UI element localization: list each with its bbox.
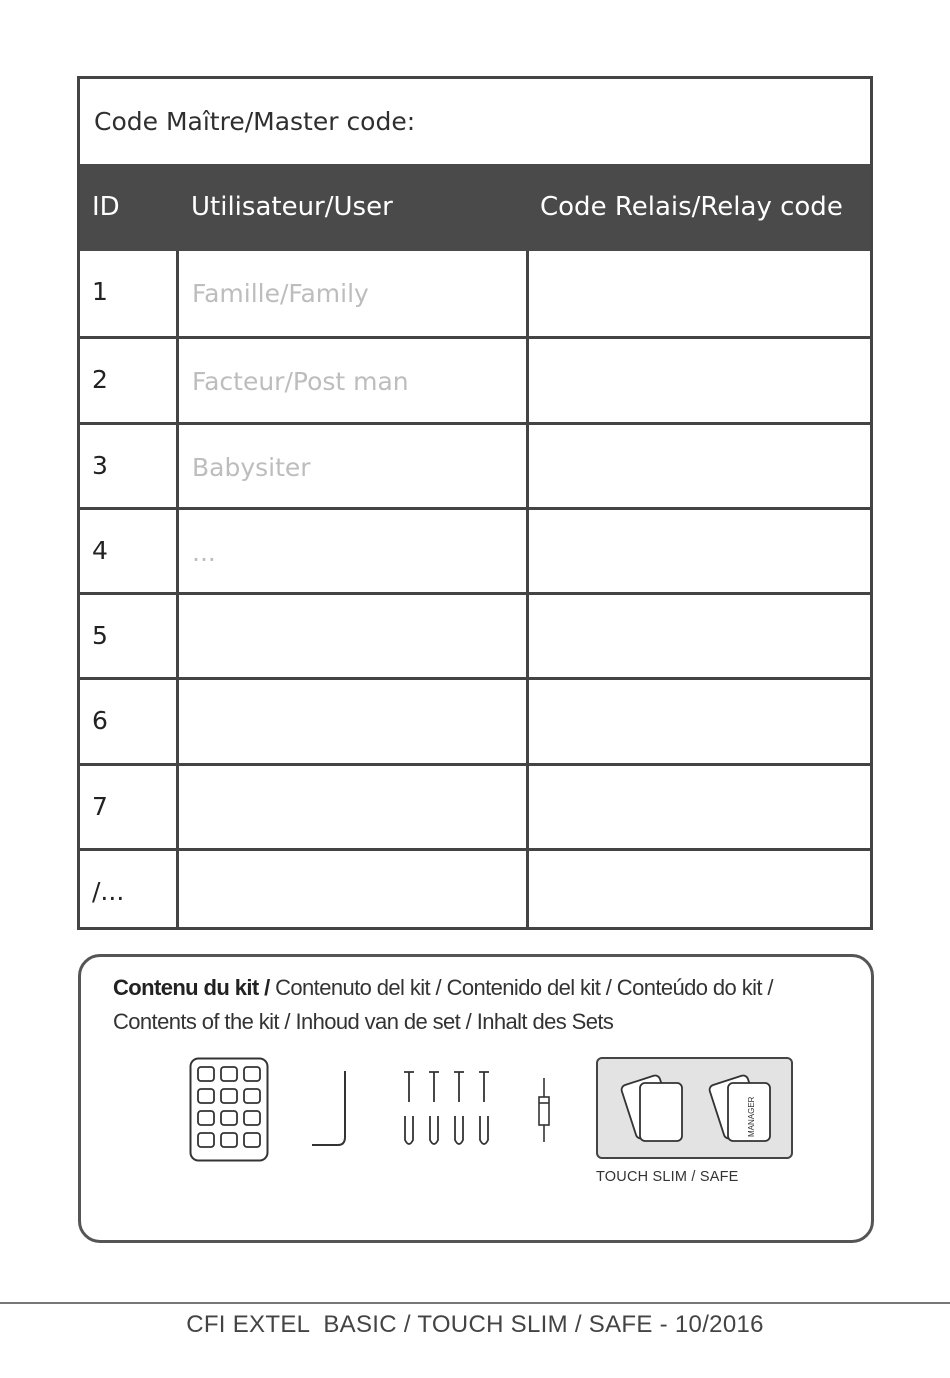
master-code-row: [80, 79, 870, 164]
kit-title-rest: Contenuto del kit / Contenido del kit / Conteúdo do kit /: [269, 975, 773, 1000]
kit-title-line2: Contents of the kit / Inhoud van de set / Inhalt des Sets: [113, 1009, 614, 1034]
row-user: Babysiter: [192, 452, 311, 482]
table-row: [80, 677, 870, 762]
table-row: [80, 336, 870, 421]
row-user: Famille/Family: [192, 279, 369, 308]
table-header: [80, 164, 870, 251]
table-row: [80, 251, 870, 336]
screws-icon: [400, 1070, 492, 1150]
keypad-icon: [189, 1057, 271, 1163]
kit-title-bold: Contenu du kit /: [113, 975, 270, 1000]
table-row: [80, 848, 870, 933]
badges-icon: [596, 1057, 794, 1160]
badges-caption: TOUCH SLIM / SAFE: [596, 1169, 739, 1185]
kit-contents-box: [78, 954, 874, 1243]
row-id: 2: [92, 365, 108, 395]
header-user: Utilisateur/User: [191, 192, 393, 222]
row-id: 7: [92, 791, 108, 821]
table-row: [80, 422, 870, 507]
column-divider: [176, 251, 179, 927]
row-id: 1: [92, 277, 108, 306]
row-user: ...: [192, 537, 216, 567]
kit-title: [113, 971, 853, 1039]
table-row: [80, 507, 870, 592]
header-relay-code: Code Relais/Relay code: [540, 192, 843, 222]
footer-divider: [0, 1302, 950, 1304]
row-id: 6: [92, 706, 108, 736]
header-id: ID: [92, 192, 120, 222]
row-id: /...: [92, 876, 125, 906]
manager-badge-label: MANAGER: [747, 1096, 756, 1137]
table-row: [80, 763, 870, 848]
footer-text: CFI EXTEL BASIC / TOUCH SLIM / SAFE - 10/2016: [186, 1311, 764, 1338]
hex-key-icon: [310, 1069, 350, 1149]
master-code-label: Code Maître/Master code:: [94, 107, 416, 136]
table-row: [80, 592, 870, 677]
row-id: 4: [92, 535, 108, 565]
code-table: [77, 76, 873, 930]
row-user: Facteur/Post man: [192, 367, 409, 397]
row-id: 3: [92, 450, 108, 480]
row-id: 5: [92, 621, 108, 650]
column-divider: [526, 251, 529, 927]
diode-icon: [535, 1077, 553, 1143]
table-body: [80, 251, 870, 927]
